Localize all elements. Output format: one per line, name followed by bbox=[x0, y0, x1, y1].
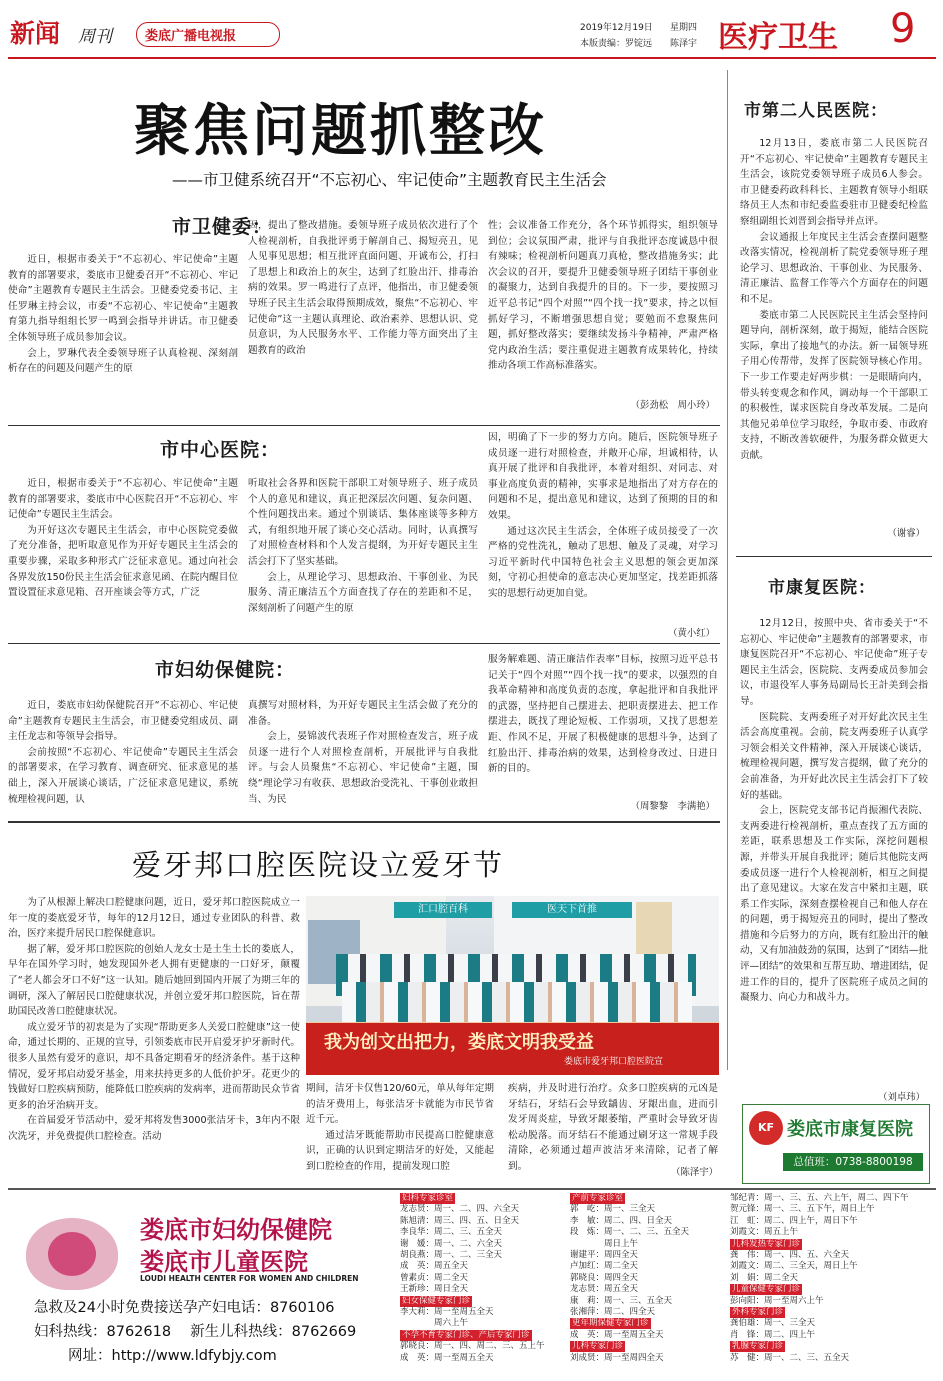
section-heading-rehab-hospital: 市康复医院： bbox=[768, 578, 876, 598]
paragraph: 性；会议准备工作充分，各个环节抓得实，组织领导到位；会议氛围严肃，批评与自我批评态度诚恳中很有辣味；检视剖析问题真刀真枪，整改措施务实；此次会议的召开，要提升卫健委领导班子团结干事创业的凝聚力，达到自我提升的目的。下一步，要按照习近平总书记“四个对照”“四个找一找”要求，持之以恒抓好学习，不断增强思想自觉；要勉而不怠聚焦问题，抓好整改落实；要继续发扬斗争精神，严肃严格党内政治生活；要注重促进主题教育成果转化，持续推动各项工作高标准落实。 bbox=[488, 220, 718, 372]
org-name: 娄底广播电视报 bbox=[145, 29, 237, 44]
byline: （陈泽宇） bbox=[640, 1164, 718, 1178]
schedule-row: 陈旭清：周三、四、五、日全天 bbox=[400, 1215, 520, 1226]
paragraph: 为开好这次专题民主生活会，市中心医院党委做了充分准备，把听取意见作为开好专题民主生活会的重要步骤，采取多种形式广泛征求意见。通过向社会各界发放150份民主生活会征求意见函、在院内醒目位置设置征求意见箱、召开座谈会等方式，广泛 bbox=[8, 524, 238, 599]
section-rule bbox=[736, 556, 932, 557]
main-subheadline: ——市卫健系统召开“不忘初心、牢记使命”主题教育民主生活会 bbox=[172, 171, 607, 189]
article-central-hospital-col3 bbox=[488, 430, 718, 622]
schedule-category-label: 妇女保健专家门诊 bbox=[402, 1295, 471, 1306]
paragraph: 会上，医院党支部书记肖振湘代表院、支两委进行检视剖析，重点查找了五方面的差距，联系思想及工作实际，深挖问题根源，并带头开展自我批评；随后其他院支两委成员逐一进行个人检视剖析，相互之间提出了意见建议。大家在发言中紧扣主题，联系工作实际，深刻查摆检视自己和他人存在的问题，勇于揭短亮丑的同时，提出了整改措施和今后努力的方向，既有红脸出汗的触动，又有加油鼓劲的氛围，达到了“团结—批评—团结”的效果和互帮互助、增进团结，促进工作的目的，提升了医院班子成员之间的凝聚力、向心力和战斗力。 bbox=[740, 805, 928, 1004]
schedule-category bbox=[400, 1330, 568, 1341]
byline: （谢睿） bbox=[840, 525, 925, 539]
schedule-row: 苏 健：周一、二、三、五全天 bbox=[730, 1352, 850, 1363]
paragraph: 疾病，并及时进行治疗。众多口腔疾病的元凶是牙结石，牙结石会导致龋齿、牙龈出血，进而引发牙周炎症，导致牙龈萎缩，严重时会导致牙齿松动脱落。而牙结石不能通过刷牙这一常规手段清除，必须通过超声波洁牙来清除，记者了解到。 bbox=[508, 1083, 718, 1172]
issue-date: 2019年12月19日 bbox=[580, 23, 653, 33]
rehab-phone: 总值班：0738-8800198 bbox=[783, 1153, 923, 1171]
schedule-category-label: 儿科发热专家门诊 bbox=[732, 1238, 801, 1249]
article-health-commission-col3 bbox=[488, 218, 718, 408]
maternal-website: 网址：http://www.ldfybjy.com bbox=[68, 1348, 277, 1364]
schedule-category-label: 外科专家门诊 bbox=[732, 1307, 784, 1318]
article-health-commission-col1 bbox=[8, 252, 238, 422]
photo-poster bbox=[636, 902, 672, 962]
ad-rule bbox=[8, 1188, 936, 1190]
photo-staff-front bbox=[342, 982, 692, 1024]
maternal-phone-hotlines: 妇科热线：8762618 新生儿科热线：8762669 bbox=[34, 1324, 357, 1340]
schedule-col-3 bbox=[730, 1193, 936, 1379]
schedule-category-label: 更年期保健专家门诊 bbox=[572, 1318, 649, 1329]
schedule-col-2 bbox=[570, 1193, 728, 1379]
paragraph: 会上，从理论学习、思想政治、干事创业、为民服务、清正廉洁五个方面查找了存在的差距和不足，深刻剖析了问题产生的原 bbox=[248, 571, 478, 614]
maternal-logo-inner bbox=[48, 1232, 96, 1276]
paragraph: 近日，娄底市妇幼保健院召开“不忘初心、牢记使命”主题教育专题民主生活会，市卫健委党组成员、副主任龙志和等领导会指导。 bbox=[8, 700, 238, 743]
schedule-row: 郭晓良：周四全天 bbox=[570, 1272, 639, 1283]
schedule-row: 李 敏：周二、四、日全天 bbox=[570, 1215, 673, 1226]
paragraph: 成立爱牙节的初衷是为了实现“帮助更多人关爱口腔健康”这一使命，通过长期的、正规的宣导，引领娄底市民开启爱牙护牙新时代。很多人虽然有爱牙的意识，却不具备定期看牙的经济条件。基于这种情况，爱牙邦启动爱牙基金，用来扶持更多的人低价护牙。花更少的钱做好口腔疾病预防，能降低口腔疾病的发病率，进而帮助民众节省更多的治牙治病开支。 bbox=[8, 1021, 300, 1111]
section-heading-second-hospital: 市第二人民医院： bbox=[744, 101, 888, 121]
schedule-row: 龙志贤：周一、二、四、六全天 bbox=[400, 1204, 520, 1215]
rehab-logo: KF bbox=[749, 1111, 783, 1145]
schedule-category bbox=[570, 1341, 728, 1352]
issue-weekday: 星期四 bbox=[670, 23, 698, 33]
event-photo bbox=[306, 896, 719, 1075]
schedule-col-1 bbox=[400, 1193, 568, 1379]
schedule-category bbox=[730, 1239, 936, 1250]
schedule-row: 张湘萍：周二、四全天 bbox=[570, 1307, 656, 1318]
schedule-row: 成 英：周一至周五全天 bbox=[570, 1329, 664, 1340]
schedule-row: 邹纪青：周一、三、五、六上午，周二、四下午 bbox=[730, 1193, 909, 1203]
section-heading-maternal-hospital: 市妇幼保健院： bbox=[155, 659, 296, 681]
paragraph: 为了从根源上解决口腔健康问题，近日，爱牙邦口腔医院成立一年一度的娄底爱牙节，每年的12月12日，通过专业团队的科普、救治，医疗来提升居民口腔保健意识。 bbox=[8, 897, 300, 940]
schedule-category-label: 儿科专家门诊 bbox=[572, 1341, 624, 1352]
paragraph: 会议通报上年度民主生活会查摆问题整改落实情况，检视剖析了院党委领导班子理论学习、思想政治、干事创业、为民服务、清正廉洁、监督工作等六个方面存在的问题和不足。 bbox=[740, 231, 928, 305]
section-heading-health-commission: 市卫健委： bbox=[172, 216, 273, 238]
schedule-row: 李良华：周二、三、五全天 bbox=[400, 1227, 503, 1238]
maternal-name-2: 娄底市儿童医院 bbox=[140, 1248, 308, 1276]
schedule-row: 周日上午 bbox=[570, 1238, 639, 1249]
article-central-hospital-col1 bbox=[8, 476, 238, 636]
page-number: 9 bbox=[890, 6, 916, 52]
schedule-row: 周六上午 bbox=[400, 1318, 469, 1329]
paragraph: 期间，洁牙卡仅售120/60元，单从每年定期的洁牙费用上，每张洁牙卡就能为市民节省近千元。 bbox=[306, 1083, 494, 1126]
paragraph: 会上，晏锦波代表班子作对照检查发言，班子成员逐一进行个人对照检查剖析，开展批评与自我批评。与会人员聚焦“不忘初心、牢记使命”主题，围绕“理论学习有收获、思想政治受洗礼、干事创业敢担当、为民 bbox=[248, 731, 478, 805]
schedule-category bbox=[570, 1318, 728, 1329]
paragraph: 听取社会各界和医院干部职工对领导班子、班子成员个人的意见和建议，真正把深层次问题、复杂问题、个性问题找出来。通过个别谈话、集体座谈等多种方式，有组织地开展了谈心交心活动。同时，认真撰写了对照检查材料和个人发言提纲，为开好专题民主生活会打下了坚实基础。 bbox=[248, 478, 478, 567]
schedule-category bbox=[730, 1341, 936, 1352]
article-maternal-hospital-col2 bbox=[248, 698, 478, 810]
main-headline: 聚焦问题抓整改 bbox=[134, 98, 547, 164]
rehab-hospital-ad bbox=[742, 1104, 930, 1184]
masthead bbox=[0, 0, 943, 58]
schedule-row: 肖 锋：周二、四上午 bbox=[730, 1329, 816, 1340]
photo-banner-caption: 娄底市爱牙邦口腔医院宣 bbox=[564, 1057, 664, 1067]
maternal-name-1: 娄底市妇幼保健院 bbox=[140, 1216, 332, 1244]
article-maternal-hospital-col3 bbox=[488, 652, 718, 792]
paragraph: 会上，罗琳代表全委领导班子认真检视、深刻剖析存在的问题及问题产生的原 bbox=[8, 347, 238, 375]
schedule-row: 贺元锋：周一、三、五下午，周日上午 bbox=[730, 1204, 875, 1215]
masthead-rule bbox=[8, 57, 936, 59]
schedule-row: 王新珍：周日全天 bbox=[400, 1284, 469, 1295]
article-heading-dental: 爱牙邦口腔医院设立爱牙节 bbox=[132, 848, 505, 882]
article-rehab-hospital bbox=[740, 616, 928, 1100]
photo-board-right: 医天下首推 bbox=[512, 902, 632, 918]
section-heading-central-hospital: 市中心医院： bbox=[160, 439, 281, 461]
schedule-row: 胡良燕：周一、二、三全天 bbox=[400, 1250, 503, 1261]
schedule-row: 卢加红：周二全天 bbox=[570, 1261, 639, 1272]
schedule-row: 刘霞文：周五上午 bbox=[730, 1227, 799, 1238]
schedule-row: 龚伯雄：周一、三全天 bbox=[730, 1318, 816, 1329]
photo-banner-slogan: 我为创文出把力，娄底文明我受益 bbox=[324, 1032, 594, 1053]
schedule-row: 郭 屹：周一、三全天 bbox=[570, 1204, 656, 1215]
schedule-category-label: 不孕不育专家门诊、产后专家门诊 bbox=[402, 1329, 530, 1340]
section-rule bbox=[8, 425, 720, 426]
section-title: 医疗卫生 bbox=[718, 20, 838, 55]
schedule-row: 谢 媛：周一、二、六全天 bbox=[400, 1238, 503, 1249]
rehab-name: 娄底市康复医院 bbox=[787, 1119, 913, 1140]
paragraph: 会前按照“不忘初心、牢记使命”专题民主生活会的部署要求，在学习教育、调查研究、征求意见的基础上，深入开展谈心谈话，广泛征求意见建议，系统梳理检视问题，认 bbox=[8, 746, 238, 805]
column-divider bbox=[727, 70, 728, 1070]
byline: （黄小红） bbox=[668, 628, 715, 639]
maternal-name-en: LOUDI HEALTH CENTER FOR WOMEN AND CHILDREN bbox=[140, 1274, 359, 1283]
schedule-category bbox=[400, 1296, 568, 1307]
photo-board-left: 汇口腔百科 bbox=[394, 902, 492, 918]
maternal-hospital-ad bbox=[8, 1192, 396, 1378]
proof-credit: 陈泽宇 bbox=[670, 39, 698, 49]
schedule-row: 刘霞文：周二、三全天，周日上午 bbox=[730, 1261, 858, 1272]
schedule-row: 成 英：周一至周五全天 bbox=[400, 1352, 494, 1363]
paragraph: 真撰写对照材料，为开好专题民主生活会做了充分的准备。 bbox=[248, 700, 478, 727]
article-central-hospital-col2 bbox=[248, 476, 478, 636]
schedule-row: 龙志贤：周五全天 bbox=[570, 1284, 639, 1295]
paragraph: 通过洁牙既能帮助市民提高口腔健康意识，正确的认识到定期洁牙的好处，又能起到口腔检查的作用，提前发现口腔 bbox=[306, 1129, 494, 1172]
schedule-category bbox=[400, 1193, 568, 1204]
schedule-category bbox=[570, 1193, 728, 1204]
schedule-row: 江 虹：周二、四上午，周日下午 bbox=[730, 1215, 858, 1226]
paragraph: 服务解难题、清正廉洁作表率”目标，按照习近平总书记关于“四个对照”“四个找一找”的要求，以强烈的自我革命精神和高度负责的态度，拿起批评和自我批评的武器，坚持把自己摆进去、把职责摆进去、把工作摆进去，既找了理论短板、工作弱项，又找了思想差距、作风不足，开展了积极健康的思想斗争，达到了红脸出汗、排毒治病的效果，达到检身改过、日进日新的目的。 bbox=[488, 654, 718, 775]
paragraph: 12月12日，按照中央、省市委关于“不忘初心、牢记使命”主题教育的部署要求，市康复医院召开“不忘初心、牢记使命”班子专题民主生活会，医院院、支两委成员参加会议，市退役军人事务局副局长王計美到会指导。 bbox=[740, 618, 928, 707]
paragraph: 因，提出了整改措施。委领导班子成员依次进行了个人检视剖析，自我批评勇于解剖自己、揭短亮丑，见人见事见思想；相互批评直面问题、开诚布公，打扫了思想上和政治上的灰尘，达到了红脸出汗、排毒治病的效果。罗一鸣进行了点评，他指出，市卫健委领导班子民主生活会取得预期成效，聚焦“不忘初心、牢记使命”这一主题认真理论、政治素养、思想认识、党员意识，为人民服务水平、工作能力等方面突出了主题教育的政治 bbox=[248, 220, 478, 356]
byline: （刘卓玮） bbox=[840, 1089, 925, 1103]
brand-logo: 新闻 bbox=[10, 19, 61, 48]
article-maternal-hospital-col1 bbox=[8, 698, 238, 810]
schedule-category bbox=[730, 1307, 936, 1318]
schedule-row: 段 炼：周一、二、三、五全天 bbox=[570, 1227, 690, 1238]
paragraph: 近日，根据市委关于“不忘初心、牢记使命”主题教育的部署要求，娄底市卫健委召开“不忘初心、牢记使命”主题教育专题民主生活会。卫健委党委书记、主任罗琳主持会议，市委“不忘初心、牢记使命”主题教育第九指导组组长罗一鸣到会指导并讲话。市卫健委全体领导班子成员参加会议。 bbox=[8, 254, 238, 343]
schedule-row: 曾素贞：周二全天 bbox=[400, 1272, 469, 1283]
paragraph: 在首届爱牙节活动中，爱牙邦将发售3000张洁牙卡，3年内不限次洗牙，并免费提供口腔检查。活动 bbox=[8, 1115, 300, 1142]
brand-weekly: 周刊 bbox=[78, 27, 112, 47]
paragraph: 通过这次民主生活会，全体班子成员接受了一次严格的党性洗礼，触动了思想、触及了灵魂，对学习习近平新时代中国特色社会主义思想的领会更加深刻，守初心担使命的意志决心更加坚定，找差距抓落实的思想行动更加自觉。 bbox=[488, 525, 718, 599]
schedule-row: 康 莉：周一、三、五全天 bbox=[570, 1295, 673, 1306]
paragraph: 12月13日，娄底市第二人民医院召开“不忘初心、牢记使命”主题教育专题民主生活会，该院党委领导班子成员6人参会。市卫健委药政科科长、主题教育领导小组联络员王人杰和市纪委监委驻市卫健委纪检监察组副组长刘晋到会指导并点评。 bbox=[740, 138, 928, 227]
article-dental-mid bbox=[306, 1081, 494, 1176]
section-rule bbox=[8, 643, 720, 644]
paragraph: 因，明确了下一步的努力方向。随后，医院领导班子成员逐一进行对照检查，并敞开心扉，坦诚相待，认真开展了批评和自我批评，本着对组织、对同志、对事业高度负责的精神，实事求是地指出了对方存在的问题和不足，提出意见和建议，达到了预期的目的和效果。 bbox=[488, 432, 718, 521]
schedule-row: 刘成贤：周一至周四全天 bbox=[570, 1352, 664, 1363]
paragraph: 医院院、支两委班子对开好此次民主生活会高度重视。会前，院支两委班子认真学习领会相关文件精神，深入开展谈心谈话，梳理检视问题，撰写发言提纲，做了充分的会前准备，为开好此次民主生活会打下了较好的基础。 bbox=[740, 711, 928, 801]
schedule-row: 李大莉：周一至周五全天 bbox=[400, 1307, 494, 1318]
schedule-category-label: 妇科专家诊室 bbox=[402, 1193, 454, 1203]
paragraph: 近日，根据市委关于“不忘初心、牢记使命”主题教育的部署要求，娄底市中心医院召开“不忘初心、牢记使命”专题民主生活会。 bbox=[8, 478, 238, 521]
article-dental-right bbox=[508, 1081, 718, 1176]
article-health-commission-col2 bbox=[248, 218, 478, 422]
schedule-category-label: 产前专家诊室 bbox=[572, 1193, 624, 1203]
byline: （周黎黎 李满艳） bbox=[630, 801, 715, 812]
editor-credit: 本版责编：罗锭远 bbox=[580, 39, 653, 49]
byline: （彭劲松 周小玲） bbox=[630, 400, 715, 411]
schedule-category bbox=[730, 1284, 936, 1295]
schedule-row: 郭晓良：周一、四、周二、三、五上午 bbox=[400, 1341, 545, 1352]
schedule-category-label: 儿童保健专家门诊 bbox=[732, 1284, 801, 1295]
schedule-row: 刘 娟：周二全天 bbox=[730, 1272, 799, 1283]
schedule-category-label: 乳腺专家门诊 bbox=[732, 1341, 784, 1352]
paragraph: 娄底市第二人民医院民主生活会坚持问题导向，剖析深刻，敢于揭短，能结合医院实际，拿出了接地气的办法。新一届领导班子用心传帮带，发挥了医院领导核心作用。下一步工作要走好两步棋：一是眼睛向内，带头转变观念和作风，调动每一个干部职工的积极性，谋求医院自身改革发展。二是向其他兄弟单位学习取经，争取市委、市政府支持，不断改善软硬件，为服务群众做更大贡献。 bbox=[740, 309, 928, 461]
section-rule bbox=[8, 821, 720, 823]
paragraph: 据了解，爱牙邦口腔医院的创始人龙女士是土生土长的娄底人，早年在国外学习时，她发现国外老人拥有更健康的一口好牙，颠覆了“老人都会牙口不好”这一认知。随后她回到国内开展了为期三年的调研，深入了解居民口腔健康状况，并创立爱牙邦口腔医院，旨在帮助国民改善口腔健康状况。 bbox=[8, 943, 300, 1018]
schedule-row: 龚 伟：周一、四、五、六全天 bbox=[730, 1250, 850, 1261]
schedule-row: 彭向阳：周一至周六上午 bbox=[730, 1295, 824, 1306]
schedule-row: 成 英：周五全天 bbox=[400, 1261, 469, 1272]
article-dental-left bbox=[8, 895, 300, 1181]
maternal-phone-emergency: 急救及24小时免费接送孕产妇电话：8760106 bbox=[34, 1300, 335, 1316]
schedule-row: 谢建平：周四全天 bbox=[570, 1250, 639, 1261]
article-second-hospital bbox=[740, 136, 928, 536]
